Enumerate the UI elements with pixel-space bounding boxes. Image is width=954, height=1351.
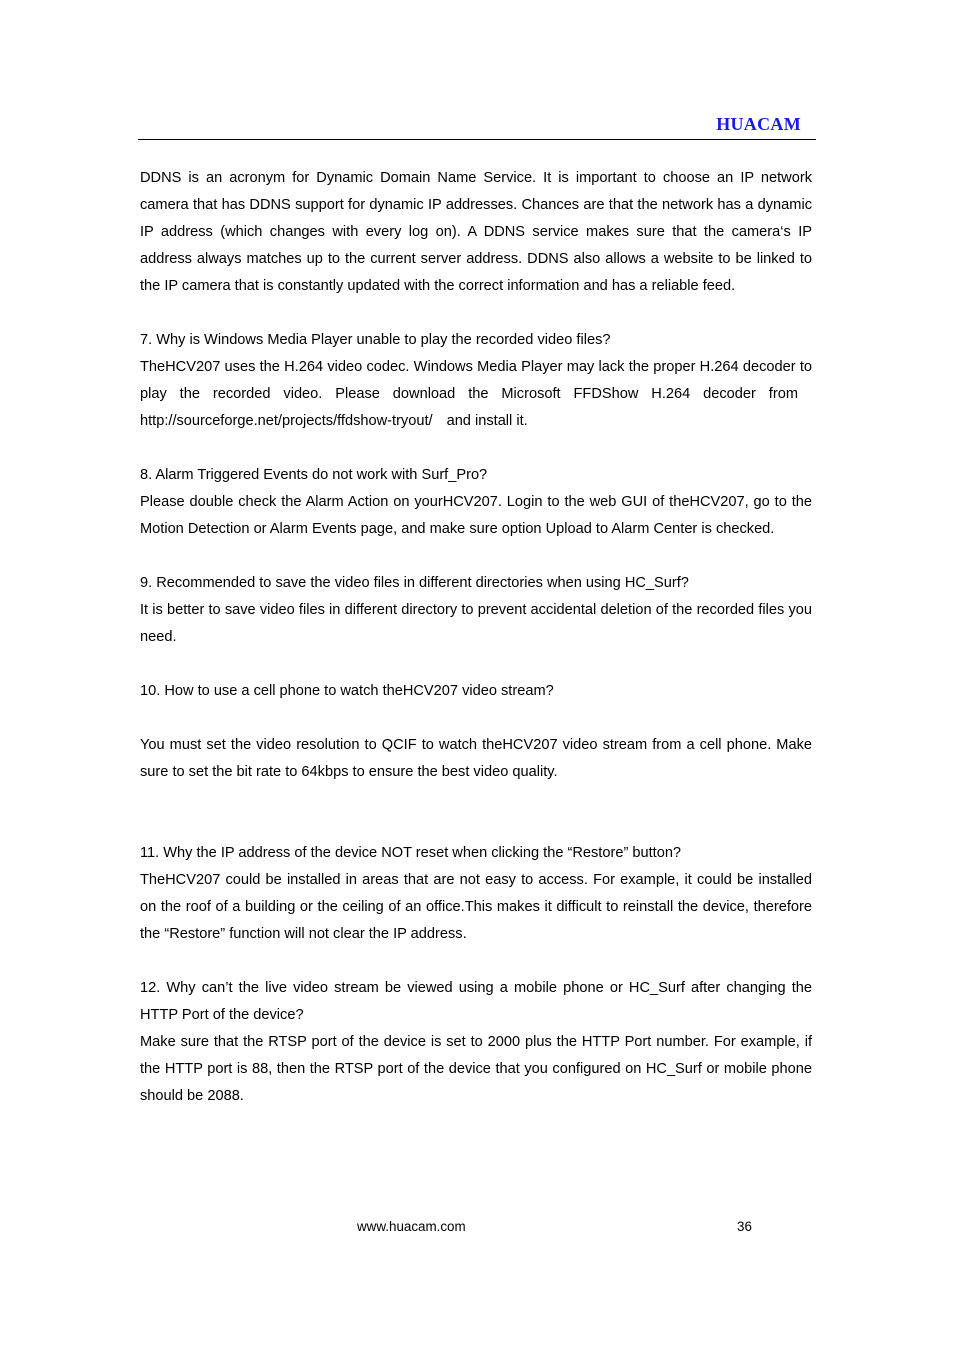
- faq-answer-7-end: and install it.: [446, 413, 528, 429]
- spacer: [140, 705, 812, 732]
- faq-answer-12: Make sure that the RTSP port of the device is set to 2000 plus the HTTP Port number. For example, if the HTTP port is 88, then the RTSP port of the device that you configured on HC_Surf or mobile phone should be 2088.: [140, 1034, 812, 1104]
- faq-question-9: 9. Recommended to save the video files in different directories when using HC_Surf?: [140, 575, 689, 591]
- faq-answer-7-text: TheHCV207 uses the H.264 video codec. Windows Media Player may lack the proper H.264 decoder to play the recorded video. Please download the Microsoft FFDShow H.264 decoder from: [140, 359, 812, 402]
- faq-question-11: 11. Why the IP address of the device NOT reset when clicking the “Restore” button?: [140, 845, 682, 861]
- spacer: [140, 786, 812, 840]
- faq-question-12: 12. Why can’t the live video stream be viewed using a mobile phone or HC_Surf after changing the HTTP Port of the device?: [140, 980, 812, 1023]
- footer-page-number: 36: [737, 1219, 752, 1234]
- faq-answer-11: TheHCV207 could be installed in areas that are not easy to access. For example, it could be installed on the roof of a building or the ceiling of an office.This makes it difficult to reinstall the device, therefore the “Restore” function will not clear the IP address.: [140, 872, 812, 942]
- footer-website: www.huacam.com: [357, 1219, 466, 1234]
- faq-answer-10: You must set the video resolution to QCIF to watch theHCV207 video stream from a cell phone. Make sure to set the bit rate to 64kbps to ensure the best video quality.: [140, 737, 812, 780]
- spacer: [140, 651, 812, 678]
- spacer: [140, 543, 812, 570]
- header-divider: [138, 139, 816, 140]
- page-content: [140, 165, 812, 1110]
- ddns-paragraph: DDNS is an acronym for Dynamic Domain Name Service. It is important to choose an IP network camera that has DDNS support for dynamic IP addresses. Chances are that the network has a dynamic IP address (which changes with every log on). A DDNS service makes sure that the camera‘s IP address always matches up to the current server address. DDNS also allows a website to be linked to the IP camera that is constantly updated with the correct information and has a reliable feed.: [140, 170, 812, 294]
- ffdshow-download-link[interactable]: http://sourceforge.net/projects/ffdshow-tryout/: [140, 413, 433, 429]
- faq-answer-9: It is better to save video files in different directory to prevent accidental deletion of the recorded files you need.: [140, 602, 812, 645]
- brand-logo-text: HUACAM: [716, 114, 801, 134]
- spacer: [140, 948, 812, 975]
- faq-question-7: 7. Why is Windows Media Player unable to play the recorded video files?: [140, 332, 611, 348]
- spacer: [140, 435, 812, 462]
- faq-answer-8: Please double check the Alarm Action on yourHCV207. Login to the web GUI of theHCV207, go to the Motion Detection or Alarm Events page, and make sure option Upload to Alarm Center is checked.: [140, 494, 812, 537]
- faq-question-8: 8. Alarm Triggered Events do not work with Surf_Pro?: [140, 467, 488, 483]
- faq-question-10: 10. How to use a cell phone to watch theHCV207 video stream?: [140, 683, 554, 699]
- spacer: [140, 300, 812, 327]
- faq-answer-7: [140, 354, 812, 435]
